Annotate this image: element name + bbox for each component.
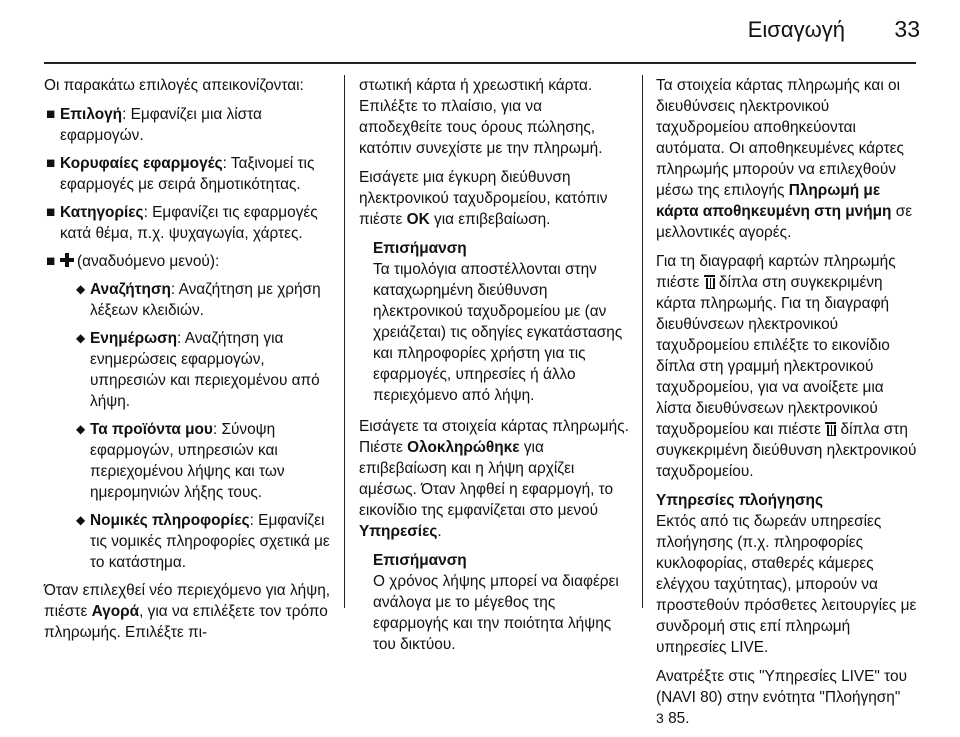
page-number: 33 bbox=[894, 16, 920, 42]
list-item: ■ (αναδυόμενο μενού): bbox=[46, 253, 220, 270]
note-text: Ο χρόνος λήψης μπορεί να διαφέρει ανάλογα με το μέγεθος της εφαρμογής και την ποιότητα λήψης του δικτύου. bbox=[373, 573, 619, 653]
note-title: Επισήμανση bbox=[373, 240, 467, 257]
column-divider bbox=[642, 75, 643, 608]
list-item: ■ Κατηγορίες: Εμφανίζει τις εφαρμογές κατά θέμα, π.χ. ψυχαγωγία, χάρτες. bbox=[46, 204, 318, 242]
column-3 bbox=[656, 75, 922, 737]
paragraph: Εισάγετε μια έγκυρη διεύθυνση ηλεκτρονικού ταχυδρομείου, κατόπιν πιέστε OK για επιβεβαίωση. bbox=[359, 169, 608, 228]
note-text: Τα τιμολόγια αποστέλλονται στην καταχωρημένη διεύθυνση ηλεκτρονικού ταχυδρομείου με (αν χρειάζεται) τις οδηγίες εγκατάστασης και πληροφορίες χρήστη για τις εφαρμογές, υπηρεσίες ή άλλο περιεχόμενο από λήψη. bbox=[373, 261, 623, 404]
page-title: Εισαγωγή bbox=[747, 17, 845, 42]
note-block bbox=[359, 238, 629, 406]
paragraph: Για τη διαγραφή καρτών πληρωμής πιέστε δίπλα στη συγκεκριμένη κάρτα πληρωμής. Για τη διαγραφή διευθύνσεων ηλεκτρονικού ταχυδρομείου επιλέξτε το εικονίδιο δίπλα στη γραμμή ηλεκτρονικού ταχυδρομείου, για να ανοίξετε μια λίστα διευθύνσεων ηλεκτρονικού ταχυδρομείου και πιέστε δίπλα στη συγκεκριμένη διεύθυνση ηλεκτρονικού ταχυδρομείου. bbox=[656, 253, 917, 480]
bullet-icon: ■ bbox=[46, 155, 56, 172]
bullet-icon: ■ bbox=[46, 204, 56, 221]
diamond-bullet-icon: ◆ bbox=[76, 513, 86, 527]
diamond-bullet-icon: ◆ bbox=[76, 331, 86, 345]
section bbox=[656, 490, 922, 658]
paragraph: Εκτός από τις δωρεάν υπηρεσίες πλοήγησης (π.χ. πληροφορίες κυκλοφορίας, σταθερές κάμερες ελέγχου ταχύτητας), μπορούν να προστεθούν πρόσθετες λειτουργίες με συνδρομή στις επί πληρωμή υπηρεσίες LIVE. bbox=[656, 513, 917, 656]
column-divider bbox=[344, 75, 345, 608]
list-item: ■ Επιλογή: Εμφανίζει μια λίστα εφαρμογών. bbox=[46, 106, 262, 144]
column-1 bbox=[44, 75, 332, 651]
diamond-bullet-icon: ◆ bbox=[76, 282, 86, 296]
note-block bbox=[359, 550, 629, 655]
sub-list-item: ◆ Τα προϊόντα μου: Σύνοψη εφαρμογών, υπηρεσιών και περιεχομένου λήψης και των ημερομηνιών λήξης τους. bbox=[76, 421, 285, 501]
bullet-icon: ■ bbox=[46, 106, 56, 123]
paragraph: Εισάγετε τα στοιχεία κάρτας πληρωμής. Πιέστε Ολοκληρώθηκε για επιβεβαίωση και η λήψη αρχίζει αμέσως. Όταν ληφθεί η εφαρμογή, το εικονίδιο της εμφανίζεται στο μενού Υπηρεσίες. bbox=[359, 418, 629, 540]
trash-icon bbox=[825, 422, 836, 435]
sub-list-item: ◆ Ενημέρωση: Αναζήτηση για ενημερώσεις εφαρμογών, υπηρεσιών και περιεχομένου από λήψη. bbox=[76, 330, 320, 410]
diamond-bullet-icon: ◆ bbox=[76, 422, 86, 436]
header-rule bbox=[44, 62, 916, 64]
bullet-icon: ■ bbox=[46, 253, 56, 270]
note-title: Επισήμανση bbox=[373, 552, 467, 569]
paragraph: Τα στοιχεία κάρτας πληρωμής και οι διευθύνσεις ηλεκτρονικού ταχυδρομείου αποθηκεύονται αυτόματα. Οι αποθηκευμένες κάρτες πληρωμής μπορούν να επιλεχθούν μέσω της επιλογής Πληρωμή με κάρτα αποθηκευμένη στη μνήμη σε μελλοντικές αγορές. bbox=[656, 77, 913, 241]
plus-icon bbox=[60, 253, 74, 267]
paragraph: στωτική κάρτα ή χρεωστική κάρτα. Επιλέξτε το πλαίσιο, για να αποδεχθείτε τους όρους πώλησης, κατόπιν συνεχίστε με την πληρωμή. bbox=[359, 77, 603, 157]
sub-list-item: ◆ Νομικές πληροφορίες: Εμφανίζει τις νομικές πληροφορίες σχετικά με το κατάστημα. bbox=[76, 512, 330, 571]
page-ref-arrow-icon: 3 bbox=[656, 710, 664, 726]
section-title: Υπηρεσίες πλοήγησης bbox=[656, 492, 823, 509]
page-header bbox=[0, 0, 960, 64]
paragraph: Ανατρέξτε στις "Υπηρεσίες LIVE" του (NAVI 80) στην ενότητα "Πλοήγηση" 3 85. bbox=[656, 668, 908, 727]
column-2 bbox=[359, 75, 629, 665]
paragraph: Όταν επιλεχθεί νέο περιεχόμενο για λήψη, πιέστε Αγορά, για να επιλέξετε τον τρόπο πληρωμής. Επιλέξτε πι- bbox=[44, 582, 331, 641]
trash-icon bbox=[704, 275, 715, 288]
list-item: ■ Κορυφαίες εφαρμογές: Ταξινομεί τις εφαρμογές με σειρά δημοτικότητας. bbox=[46, 155, 315, 193]
page-reference: 85. bbox=[663, 710, 690, 727]
intro-text: Οι παρακάτω επιλογές απεικονίζονται: bbox=[44, 77, 304, 94]
sub-list-item: ◆ Αναζήτηση: Αναζήτηση με χρήση λέξεων κλειδιών. bbox=[76, 281, 321, 319]
